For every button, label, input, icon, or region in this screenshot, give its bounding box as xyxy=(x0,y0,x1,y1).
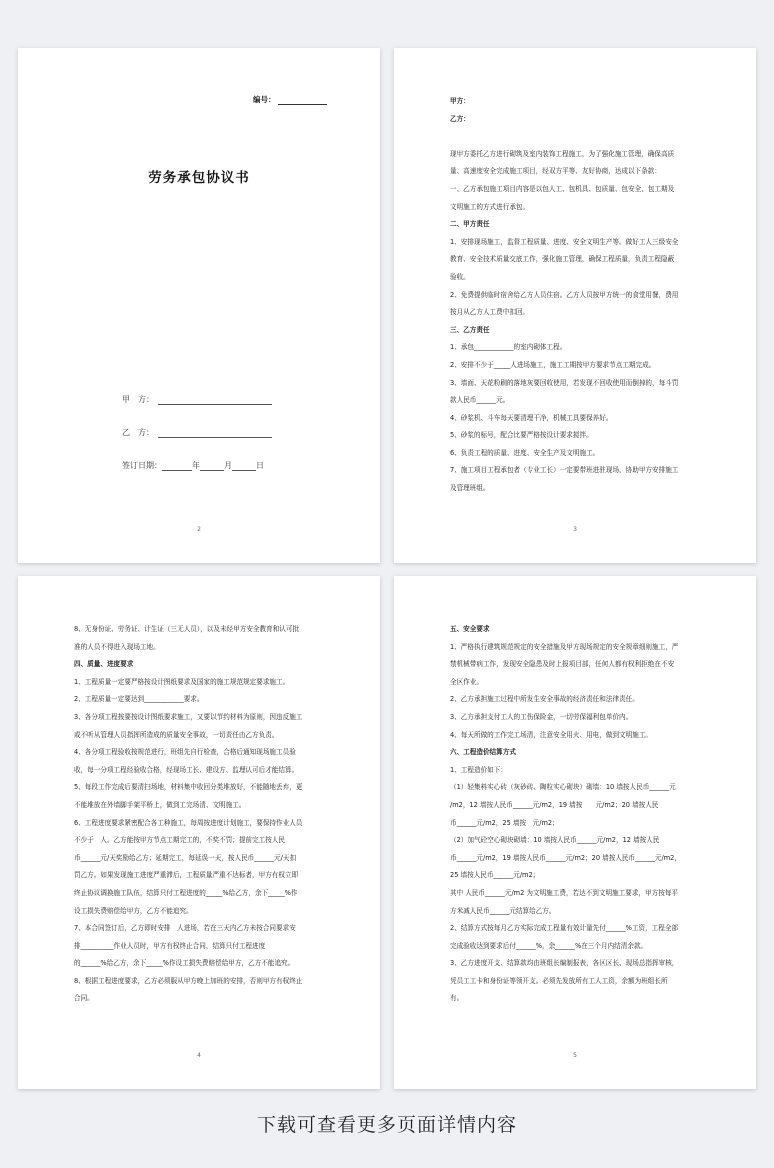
body-line: 5、每段工作完成后要清扫场地，材料集中收回分类堆放好，不能随地丢弃，更 xyxy=(74,783,303,792)
body-line: 2、乙方承担施工过程中所发生安全事故的经济责任和法律责任。 xyxy=(450,695,639,704)
body-line: /m2，12 墙按人民币______元/m2，19 墙按 元/m2；20 墙按人民 xyxy=(450,800,659,809)
page-number: 2 xyxy=(197,526,201,533)
body-line: 6、负责工程的质量、进度、安全生产及文明施工。 xyxy=(450,448,600,457)
body-line: 4、每天所做的工作完工场清，注意安全用火、用电，做到文明施工。 xyxy=(450,730,653,739)
body-line: 币______元/m2，25 墙按 元/m2； xyxy=(450,818,559,827)
body-line: 币______元/天奖励给乙方；延期完工，每延误一天，按人民币______元/天扣 xyxy=(74,853,297,862)
body-line: 现甲方委托乙方进行砌筑及室内装饰工程施工，为了强化施工管理，确保高质 xyxy=(450,149,675,158)
body-line: 1、工程质量一定要严格按设计图纸要求及国家的施工规范规定要求施工。 xyxy=(74,677,290,686)
body-line: 合同。 xyxy=(74,994,94,1003)
body-line: 币______元/m2，19 墙按人民币______元/m2；20 墙按人民币______元/m2， xyxy=(450,853,681,862)
section-heading: 二、甲方责任 xyxy=(450,220,490,229)
party-a-row xyxy=(122,394,272,405)
section-heading: 五、安全要求 xyxy=(450,625,490,633)
body-line: 及管理班组。 xyxy=(450,484,490,493)
body-line: 罚乙方。如果发现施工进度严重滞后，工程质量严重不达标者，甲方有权立即 xyxy=(74,871,299,880)
section-heading: 甲方： xyxy=(450,97,470,105)
page-5-body xyxy=(450,621,702,1008)
body-line: 教育、安全技术质量交底工作，强化施工管理，确保工程质量，负责工程隐蔽 xyxy=(450,255,675,264)
body-line: 7、本合同签订后，乙方即时安排 人进场，若在三天内乙方未按合同要求安 xyxy=(74,924,296,933)
section-heading: 乙方： xyxy=(450,114,470,123)
body-line: 一、乙方承包施工项目内容是以包人工、包机具、包质量、包安全、包工期及 xyxy=(450,184,675,193)
body-line: 终止协议调换施工队伍，结算只付工程进度的_____%给乙方，余下_____%作 xyxy=(74,888,298,897)
contract-number-field xyxy=(253,94,327,105)
body-line: 2、免费提供临时宿舍给乙方人员住宿。乙方人员按甲方统一的食堂用餐，费用 xyxy=(450,290,679,299)
body-line: 或不听从管理人员指挥所造成的质量安全事故，一切责任由乙方负责。 xyxy=(74,730,279,739)
document-page-cover xyxy=(18,48,380,563)
body-line: 准的人员不得进入现场工地。 xyxy=(74,642,160,651)
body-line: 5、砂浆的标号，配合比要严格按设计要求搅拌。 xyxy=(450,431,593,440)
body-line: 1、承包____________的室内砌体工程。 xyxy=(450,343,567,352)
page-number: 4 xyxy=(197,1052,201,1059)
year-label: 年 xyxy=(192,461,200,470)
body-line: 款人民币______元。 xyxy=(450,396,510,405)
body-line: 全区作业。 xyxy=(450,677,483,686)
body-line: （2）加气砼空心砌块砌墙：10 墙按人民币______元/m2，12 墙按人民 xyxy=(450,836,660,845)
document-page-5 xyxy=(394,576,756,1089)
body-line: 完成验收达到要求后付______%，余______%在三个月内结清余款。 xyxy=(450,941,648,950)
body-line: 1、安排现场施工，监督工程质量、进度、安全文明生产等。做好工人三级安全 xyxy=(450,237,679,246)
body-line: 4、砂浆机、斗车每天要清理干净，机械工具要保养好。 xyxy=(450,413,613,422)
body-line: 8、根据工程进度要求，乙方必须服从甲方晚上加班的安排，否则甲方有权终止 xyxy=(74,976,303,985)
month-blank xyxy=(200,462,224,471)
body-line: 3、乙方进度开支、结算款均由班组长编制报表，各区区长、现场总指挥审核， xyxy=(450,959,679,968)
section-heading: 四、质量、进度要求 xyxy=(74,660,134,669)
body-line: 文明施工的方式进行承包。 xyxy=(450,202,530,211)
body-line: 凭员工工卡和身份证等领开支。必须先发放所有工人工资，余额为班组长所 xyxy=(450,976,668,985)
party-b-blank xyxy=(158,429,272,438)
body-line: 3、乙方承担支付工人的工伤保险金，一切劳保福利包单价内。 xyxy=(450,712,633,721)
year-blank xyxy=(162,462,192,471)
body-line: 25 墙按人民币______元/m2； xyxy=(450,871,540,880)
party-a-blank xyxy=(158,396,272,405)
sign-date-label: 签订日期： xyxy=(122,461,162,470)
body-line: 收，每一分项工程经验收合格，经现场工长、建设方、监理认可后才能结算。 xyxy=(74,765,299,774)
body-line: （1）轻集料实心砖（灰砂砖、陶粒实心砌块）砌墙：10 墙按人民币______元 xyxy=(450,783,676,792)
body-line: 禁机械带病工作，发现安全隐患及时上报项目部，任何人都有权利拒绝在不安 xyxy=(450,660,675,669)
contract-number-label: 编号： xyxy=(253,95,276,104)
body-line: 2、工程质量一定要达到____________要求。 xyxy=(74,695,204,704)
page-4-body xyxy=(74,621,326,1008)
body-line: 2、结算方式按每月乙方实际完成工程量有效计量先付______%工资，工程全部 xyxy=(450,924,679,933)
download-more-caption: 下载可查看更多页面详情内容 xyxy=(256,1114,517,1136)
body-line: 1、严格执行建筑规范规定的安全措施及甲方现场规定的安全规章细则施工，严 xyxy=(450,642,679,651)
body-line xyxy=(450,128,702,146)
party-a-label: 甲 方： xyxy=(122,395,154,404)
day-blank xyxy=(232,462,256,471)
body-line: 3、墙面、天花粉刷的落地灰要回收使用，若发现不回收使用而倒掉的，每斗罚 xyxy=(450,378,679,387)
body-line: 8、无身份证、劳务证、计生证（三无人员），以及未经甲方安全教育和认可批 xyxy=(74,625,300,633)
page-3-body xyxy=(450,93,702,498)
body-line: 按月从乙方人工费中扣回。 xyxy=(450,308,530,317)
body-line: 验收。 xyxy=(450,272,470,281)
document-page-3 xyxy=(394,48,756,563)
body-line: 的______%给乙方，余下_____%作设工损失费赔偿给甲方，乙方不能追究。 xyxy=(74,959,295,968)
document-title: 劳务承包协议书 xyxy=(148,170,250,186)
body-line: 1、工程造价如下： xyxy=(450,765,507,774)
body-line: 排__________作业人员时，甲方有权终止合同，结算只付工程进度 xyxy=(74,941,266,950)
page-number: 5 xyxy=(573,1052,577,1059)
document-page-4 xyxy=(18,576,380,1089)
body-line: 4、各分项工程验收按规范进行，班组先自行检查，合格后通知现场施工员验 xyxy=(74,748,296,757)
day-label: 日 xyxy=(256,461,264,470)
body-line: 7、施工项目工程承包者（专业工长）一定要带班进驻现场，协助甲方安排施工 xyxy=(450,466,679,475)
section-heading: 六、工程造价结算方式 xyxy=(450,748,516,757)
party-b-row xyxy=(122,427,272,438)
sign-date-row xyxy=(122,460,264,471)
body-line: 不能堆放在外墙脚手架平桥上，做到工完场清、文明施工。 xyxy=(74,800,246,809)
party-b-label: 乙 方： xyxy=(122,428,154,437)
month-label: 月 xyxy=(224,461,232,470)
page-number: 3 xyxy=(573,526,577,533)
body-line: 2、安排不少于_____人进场施工，施工工期按甲方要求节点工期完成。 xyxy=(450,360,656,369)
section-heading: 三、乙方责任 xyxy=(450,325,490,334)
body-line: 3、各分项工程按要按设计图纸要求施工，又要以节约材料为原则，因违反施工 xyxy=(74,712,303,721)
body-line: 量、高速度安全完成施工项目，经双方平等、友好协商，达成以下条款： xyxy=(450,167,661,176)
body-line: 有。 xyxy=(450,994,464,1003)
body-line: 不少于 人。乙方能按甲方节点工期完工的，不奖不罚；提前完工按人民 xyxy=(74,836,285,845)
body-line: 其中 人民币______元/m2 为文明施工费，若达不到文明施工要求，甲方按每平 xyxy=(450,888,679,897)
body-line: 设工损失费赔偿给甲方，乙方不能追究。 xyxy=(74,906,193,915)
body-line: 方米减人民币______元结算给乙方。 xyxy=(450,906,556,915)
body-line: 6、工程进度要求紧密配合各工种施工，每周按进度计划施工，要保持作业人员 xyxy=(74,818,303,827)
contract-number-blank xyxy=(278,104,327,105)
